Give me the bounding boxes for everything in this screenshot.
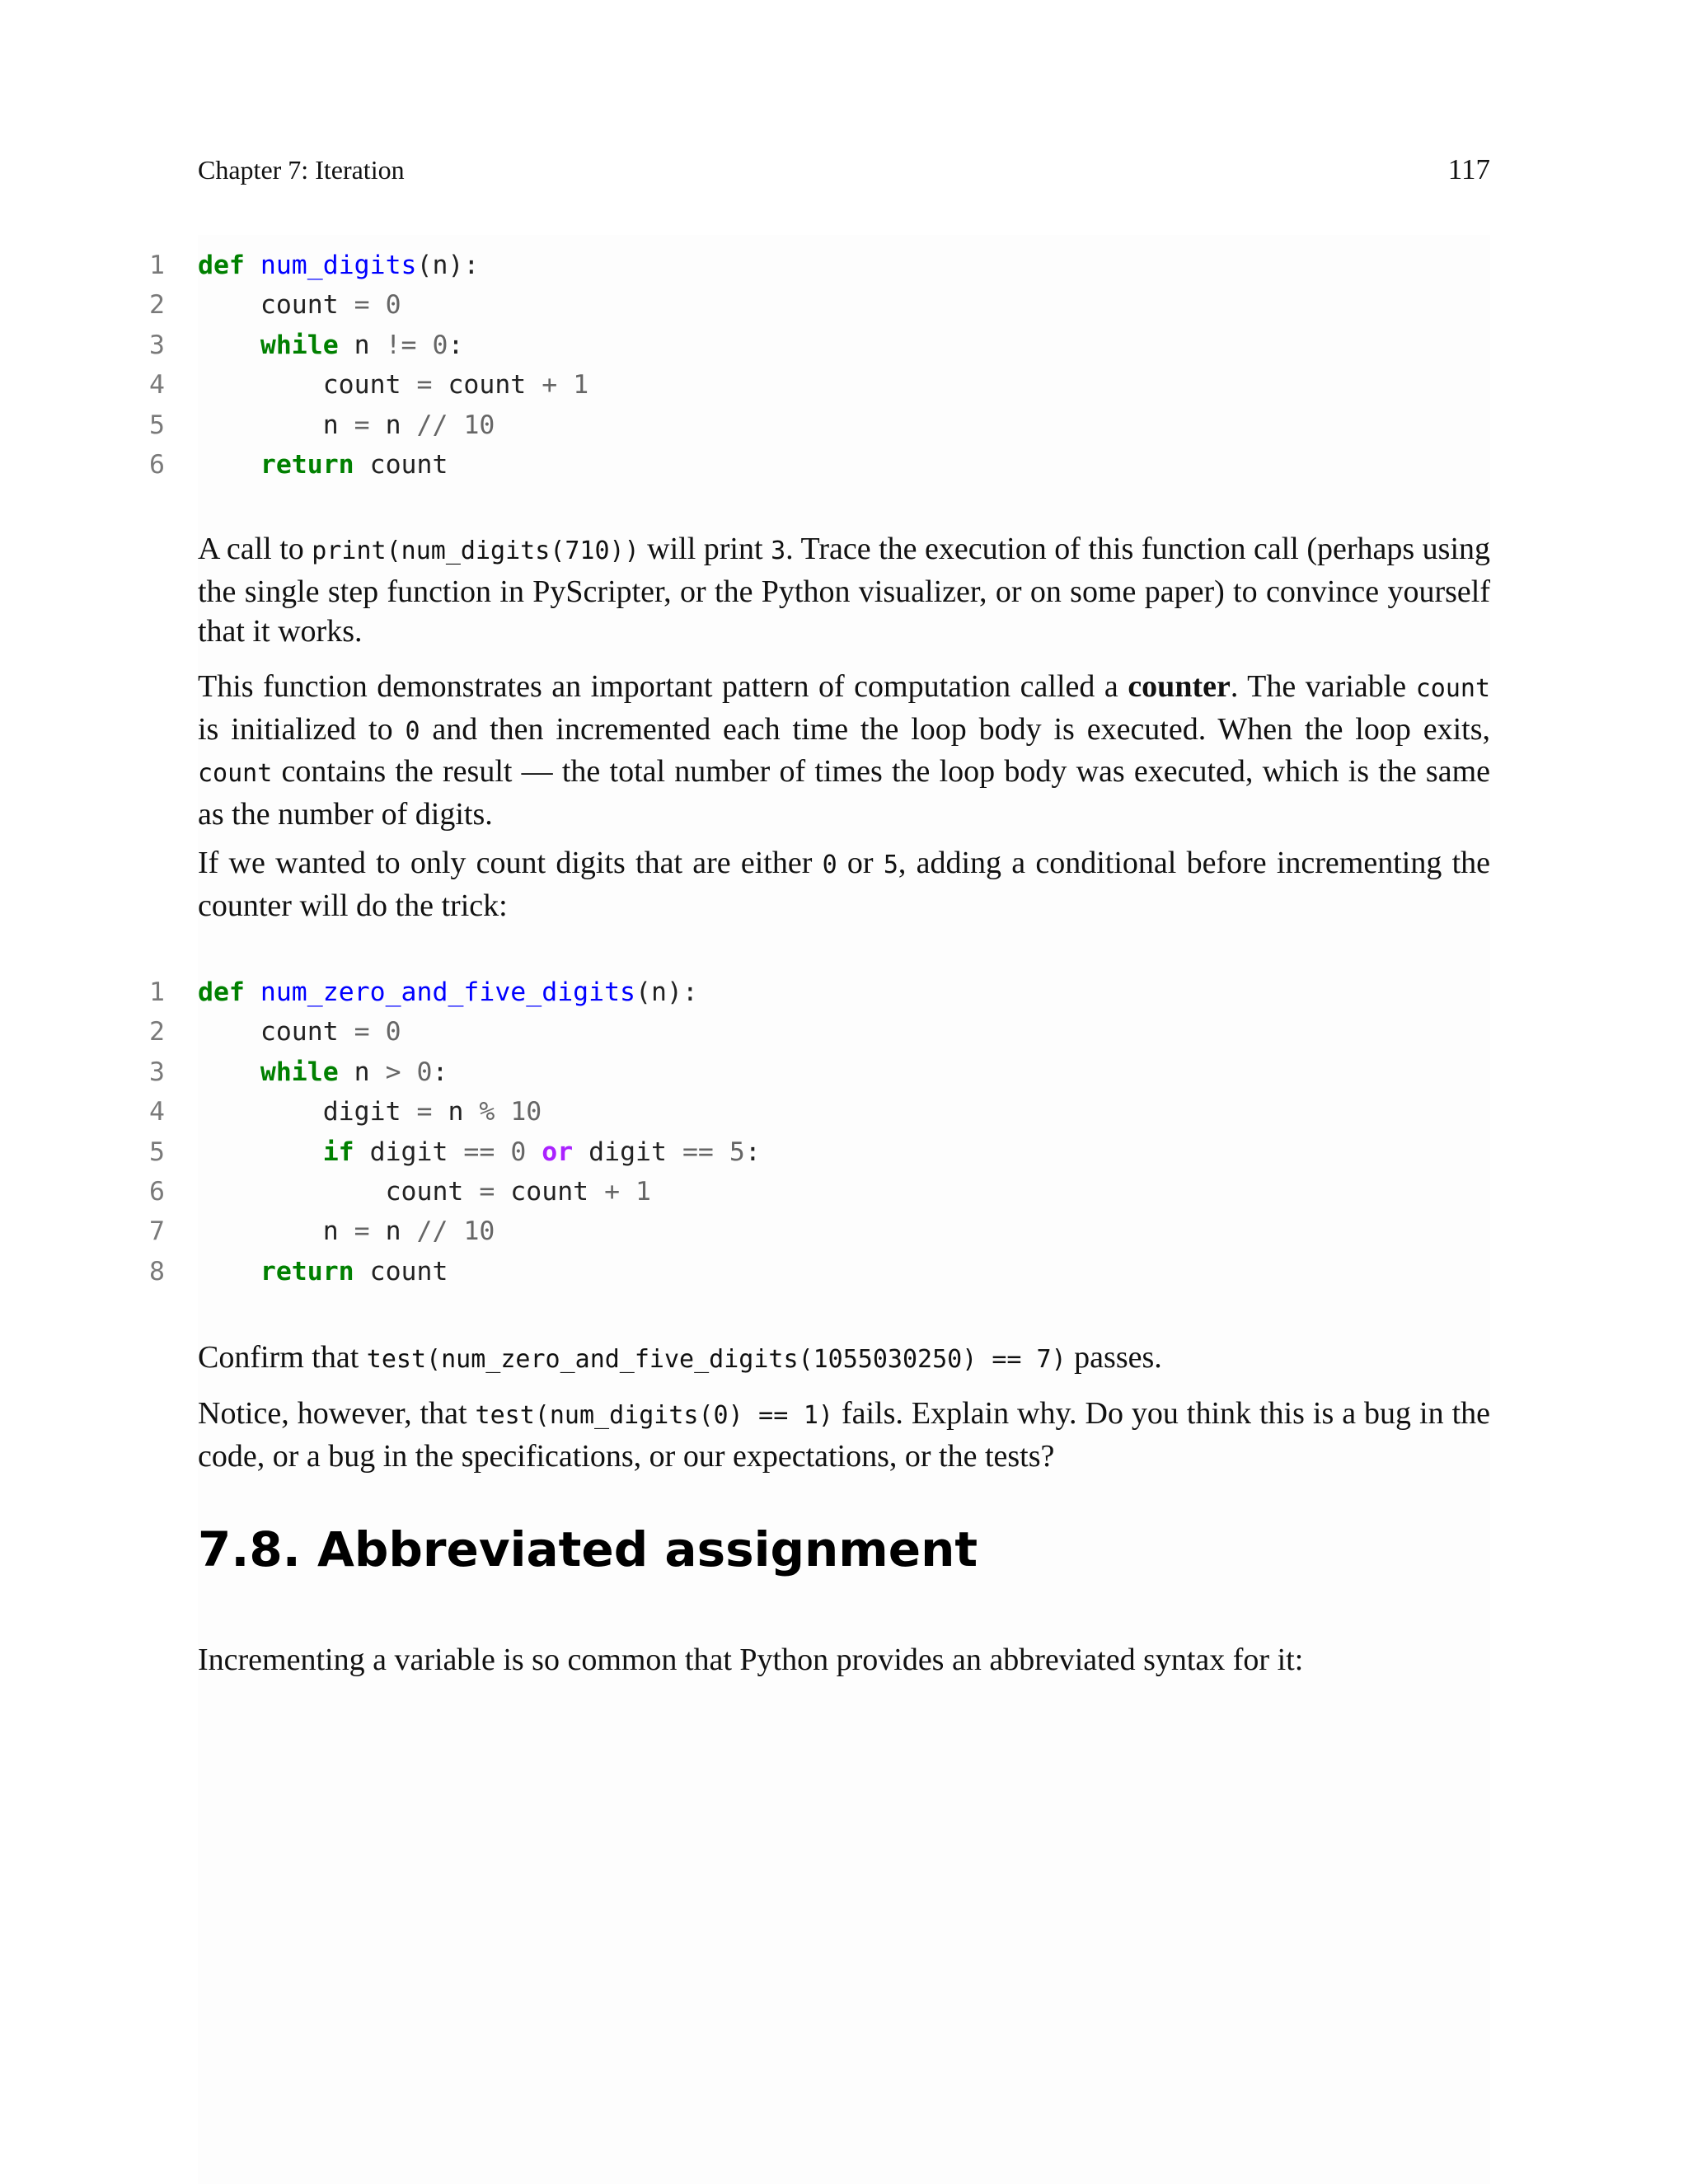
code-text: count = count + 1 xyxy=(385,1176,652,1207)
inline-code: count xyxy=(1415,674,1491,703)
code-text: digit = n % 10 xyxy=(322,1097,542,1127)
code-block-num-digits xyxy=(0,246,1688,485)
code-text: count = 0 xyxy=(260,290,401,321)
code-block-num-zero-and-five-digits xyxy=(0,972,1688,1291)
code-line xyxy=(0,246,1688,285)
line-number: 3 xyxy=(149,1057,165,1087)
inline-code: 0 xyxy=(822,851,837,879)
code-text: n = n // 10 xyxy=(322,410,495,440)
code-line xyxy=(0,1252,1688,1291)
line-number: 7 xyxy=(149,1216,165,1247)
code-text: return count xyxy=(260,449,448,480)
paragraph-call-trace: A call to print(num_digits(710)) will print 3. Trace the execution of this function call (perhaps using the single step function in PyScripter, or the Python visualizer, or on some paper) to convince yourself that it works. xyxy=(198,532,1490,649)
inline-code: 0 xyxy=(405,716,420,746)
code-text: count = count + 1 xyxy=(322,370,589,401)
line-number: 8 xyxy=(149,1256,165,1286)
paragraph-counter-pattern: This function demonstrates an important pattern of computation called a counter. The variable count is initialized to 0 and then incremented each time the loop body is executed. When the loop exits, count contains the result — the total number of times the loop body was executed, which is the same as the number of digits. xyxy=(198,669,1491,832)
paragraph-confirm-test: Confirm that test(num_zero_and_five_digits(1055030250) == 7) passes. xyxy=(198,1340,1162,1375)
code-text: n = n // 10 xyxy=(322,1216,495,1247)
line-number: 1 xyxy=(149,977,165,1007)
line-number: 1 xyxy=(149,251,165,280)
inline-code: 5 xyxy=(883,851,898,879)
code-line xyxy=(0,1052,1688,1092)
running-header xyxy=(198,153,1490,194)
code-text: while n > 0: xyxy=(260,1057,448,1087)
code-line xyxy=(0,405,1688,445)
inline-code: print(num_digits(710)) xyxy=(312,537,640,565)
inline-code: test(num_digits(0) == 1) xyxy=(475,1401,833,1430)
code-text: def num_digits(n): xyxy=(198,251,480,280)
code-line xyxy=(0,1092,1688,1132)
code-line xyxy=(0,1132,1688,1172)
code-text: def num_zero_and_five_digits(n): xyxy=(198,977,698,1007)
line-number: 2 xyxy=(149,290,165,321)
paragraph-incrementing-variable: Incrementing a variable is so common that Python provides an abbreviated syntax for it: xyxy=(198,1643,1304,1677)
page-number: 117 xyxy=(1447,153,1490,185)
code-text: while n != 0: xyxy=(260,330,464,360)
code-line xyxy=(0,285,1688,325)
bold-term-counter: counter xyxy=(1128,669,1231,704)
line-number: 3 xyxy=(149,330,165,360)
paragraph-conditional-count: If we wanted to only count digits that are either 0 or 5, adding a conditional before incrementing the counter will do the trick: xyxy=(198,846,1491,923)
code-line xyxy=(0,972,1688,1012)
code-line xyxy=(0,365,1688,405)
line-number: 5 xyxy=(149,410,165,440)
section-heading: 7.8. Abbreviated assignment xyxy=(198,1521,978,1577)
code-line xyxy=(0,445,1688,485)
code-line xyxy=(0,1212,1688,1251)
line-number: 4 xyxy=(149,1097,165,1127)
inline-code: count xyxy=(198,759,273,788)
inline-code: 3 xyxy=(771,537,786,565)
code-line xyxy=(0,326,1688,365)
line-number: 5 xyxy=(149,1137,165,1167)
line-number: 4 xyxy=(149,370,165,401)
code-line xyxy=(0,1172,1688,1212)
line-number: 6 xyxy=(149,1176,165,1207)
line-number: 6 xyxy=(149,449,165,480)
paragraph-notice-fails: Notice, however, that test(num_digits(0) == 1) fails. Explain why. Do you think this is a bug in the code, or a bug in the specifications, or our expectations, or the tests? xyxy=(198,1396,1490,1474)
code-text: if digit == 0 or digit == 5: xyxy=(322,1137,761,1167)
code-text: count = 0 xyxy=(260,1017,401,1047)
code-line xyxy=(0,1012,1688,1052)
line-number: 2 xyxy=(149,1017,165,1047)
inline-code: test(num_zero_and_five_digits(1055030250) == 7) xyxy=(366,1345,1067,1374)
chapter-title: Chapter 7: Iteration xyxy=(198,155,405,185)
code-text: return count xyxy=(260,1256,448,1286)
